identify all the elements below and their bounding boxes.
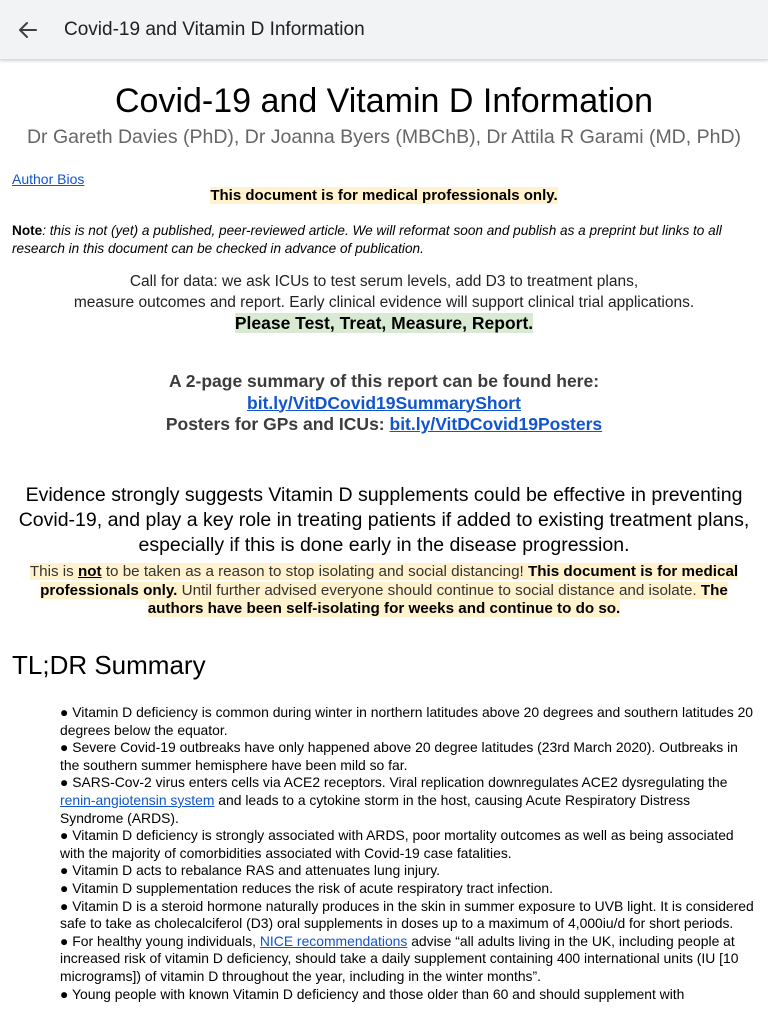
disclaimer-part-2: to be taken as a reason to stop isolating and social distancing! — [101, 563, 528, 580]
nice-recommendations-link[interactable]: NICE recommendations — [259, 932, 408, 949]
bullet-item — [60, 774, 754, 827]
disclaimer-bold-2: The authors have been self-isolating for weeks and continue to do so. — [147, 581, 728, 617]
arrow-left-icon — [12, 14, 44, 46]
bullet-item: ● Vitamin D deficiency is common during winter in northern latitudes above 20 degrees and southern latitudes 20 degrees below the equator. — [60, 704, 754, 738]
document-title: Covid-19 and Vitamin D Information — [115, 82, 653, 120]
back-button[interactable] — [12, 14, 44, 46]
bullet-item: ● Severe Covid-19 outbreaks have only happened above 20 degree latitudes (23rd March 2020). Outbreaks in the southern summer hemisphere have been mild so far. — [60, 739, 738, 773]
note-paragraph — [12, 222, 752, 258]
disclaimer-not: not — [77, 563, 102, 580]
note-text: : this is not (yet) a published, peer-reviewed article. We will reformat soon and publish as a preprint but links to all research in this document can be checked in advance of publication. — [12, 223, 722, 256]
summary-block — [0, 371, 768, 436]
bullet-item — [60, 933, 754, 986]
disclaimer-part-3: Until further advised everyone should continue to social distance and isolate. — [177, 581, 701, 599]
summary-line: A 2-page summary of this report can be found here: — [168, 371, 600, 391]
bullet-item: ● Vitamin D is a steroid hormone naturally produces in the skin in summer exposure to UVB light. It is considered safe to take as cholecalciferol (D3) oral supplements in doses up to a maximum of 4,000iu/d for short periods. — [60, 897, 754, 932]
call-line-1: Call for data: we ask ICUs to test serum levels, add D3 to treatment plans, — [129, 273, 639, 290]
tldr-heading: TL;DR Summary — [12, 650, 206, 680]
call-line-2: measure outcomes and report. Early clinical evidence will support clinical trial applications. — [73, 294, 695, 311]
disclaimer-part-1: This is — [29, 563, 78, 580]
summary-link[interactable]: bit.ly/VitDCovid19SummaryShort — [247, 392, 521, 413]
call-for-data — [0, 271, 768, 313]
medical-only-notice — [0, 187, 768, 204]
medical-only-text: This document is for medical professionals only. — [210, 187, 558, 204]
bullet-text: ● For healthy young individuals, — [60, 932, 260, 949]
bullet-text: and leads to a cytokine storm in the host, causing Acute Respiratory Distress Syndrome (ARDS). — [60, 791, 691, 826]
please-test-line — [0, 313, 768, 334]
bullet-item: ● Vitamin D acts to rebalance RAS and attenuates lung injury. — [60, 862, 441, 879]
posters-link[interactable]: bit.ly/VitDCovid19Posters — [389, 414, 603, 434]
please-test-text: Please Test, Treat, Measure, Report. — [234, 313, 534, 333]
bullet-text: ● SARS-Cov-2 virus enters cells via ACE2 receptors. Viral replication downregulates ACE2 dysregulating the — [60, 774, 728, 791]
app-bar-title: Covid-19 and Vitamin D Information — [64, 19, 365, 40]
posters-label: Posters for GPs and ICUs: — [165, 414, 390, 434]
evidence-paragraph: Evidence strongly suggests Vitamin D supplements could be effective in preventing Covid-19, and play a key role in treating patients if added to existing treatment plans, especially if this is done early in the disease progression. — [18, 484, 750, 556]
renin-angiotensin-link[interactable]: renin-angiotensin system — [60, 791, 215, 808]
document-authors: Dr Gareth Davies (PhD), Dr Joanna Byers (MBChB), Dr Attila R Garami (MD, PhD) — [26, 126, 742, 148]
app-bar — [0, 0, 768, 60]
disclaimer-bold-1: This document is for medical professionals only. — [40, 563, 739, 599]
document-body[interactable] — [0, 60, 768, 1024]
tldr-bullet-list — [60, 704, 754, 1003]
author-bios-link[interactable]: Author Bios — [12, 171, 85, 187]
bullet-text: advise “all adults living in the UK, including people at increased risk of vitamin D deficiency, should take a daily supplement containing 400 international units (IU [10 micrograms]) of vitamin D throughout the year, including in the winter months”. — [60, 932, 739, 984]
bullet-item: ● Young people with known Vitamin D deficiency and those older than 60 and should supplement with — [60, 985, 685, 1002]
bullet-item: ● Vitamin D supplementation reduces the risk of acute respiratory tract infection. — [60, 879, 553, 896]
bullet-item: ● Vitamin D deficiency is strongly associated with ARDS, poor mortality outcomes as well as being associated with the majority of comorbidities associated with Covid-19 case fatalities. — [60, 827, 734, 861]
note-label: Note — [12, 223, 43, 238]
disclaimer-paragraph — [14, 563, 754, 619]
